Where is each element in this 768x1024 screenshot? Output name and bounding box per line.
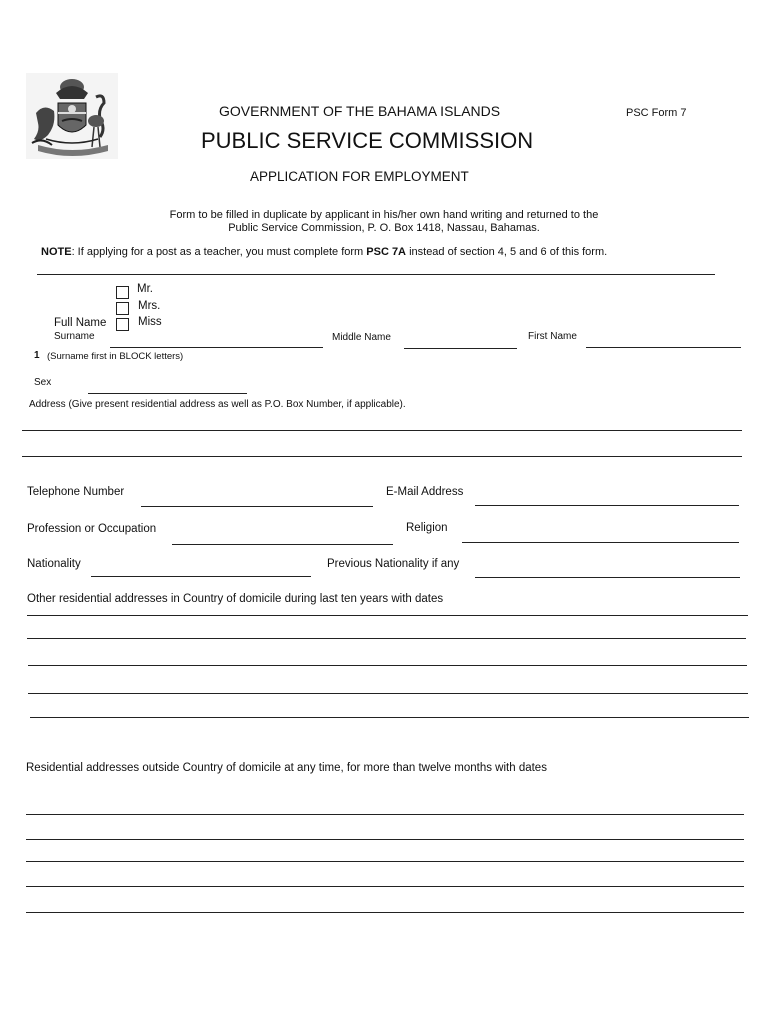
instructions-line-2: Public Service Commission, P. O. Box 1418, Nassau, Bahamas. xyxy=(228,222,540,234)
coat-of-arms-logo xyxy=(26,73,118,159)
nationality-field[interactable] xyxy=(91,576,311,577)
first-name-label: First Name xyxy=(528,331,577,342)
outside-address-line-4[interactable] xyxy=(26,886,744,887)
form-id: PSC Form 7 xyxy=(626,107,687,119)
government-heading: GOVERNMENT OF THE BAHAMA ISLANDS xyxy=(219,103,501,119)
surname-hint: (Surname first in BLOCK letters) xyxy=(47,351,184,362)
sex-field[interactable] xyxy=(88,393,247,394)
title-mr-checkbox[interactable] xyxy=(116,286,129,299)
sex-label: Sex xyxy=(34,377,52,388)
outside-address-line-1[interactable] xyxy=(26,814,744,815)
address-line-1[interactable] xyxy=(22,430,742,431)
form-title: APPLICATION FOR EMPLOYMENT xyxy=(250,169,469,184)
surname-field[interactable] xyxy=(110,347,323,348)
header-divider xyxy=(37,274,715,275)
title-mrs-label: Mrs. xyxy=(138,300,161,312)
instructions-line-1: Form to be filled in duplicate by applicant in his/her own hand writing and returned to the xyxy=(169,209,599,221)
address-line-2[interactable] xyxy=(22,456,742,457)
other-address-line-3[interactable] xyxy=(28,665,747,666)
note-form-ref: PSC 7A xyxy=(366,246,407,258)
profession-label: Profession or Occupation xyxy=(27,523,157,535)
note-text-after: instead of section 4, 5 and 6 of this form. xyxy=(406,246,608,258)
other-addresses-label: Other residential addresses in Country of domicile during last ten years with dates xyxy=(27,593,444,605)
other-address-line-5[interactable] xyxy=(30,717,749,718)
section-number: 1 xyxy=(34,350,40,361)
other-address-line-1[interactable] xyxy=(27,615,748,616)
outside-address-line-3[interactable] xyxy=(26,861,744,862)
outside-addresses-label: Residential addresses outside Country of domicile at any time, for more than twelve months with dates xyxy=(26,762,547,774)
title-miss-label: Miss xyxy=(138,316,162,328)
profession-field[interactable] xyxy=(172,544,393,545)
address-label: Address (Give present residential address as well as P.O. Box Number, if applicable). xyxy=(29,399,406,410)
email-field[interactable] xyxy=(475,505,739,506)
previous-nationality-label: Previous Nationality if any xyxy=(327,558,460,570)
previous-nationality-field[interactable] xyxy=(475,577,740,578)
telephone-label: Telephone Number xyxy=(27,486,125,498)
title-mr-label: Mr. xyxy=(137,283,153,295)
title-miss-checkbox[interactable] xyxy=(116,318,129,331)
surname-label: Surname xyxy=(54,331,95,342)
commission-title: PUBLIC SERVICE COMMISSION xyxy=(201,128,534,153)
religion-field[interactable] xyxy=(462,542,739,543)
other-address-line-4[interactable] xyxy=(28,693,748,694)
nationality-label: Nationality xyxy=(27,558,81,570)
middle-name-field[interactable] xyxy=(404,348,517,349)
telephone-field[interactable] xyxy=(141,506,373,507)
other-address-line-2[interactable] xyxy=(27,638,746,639)
email-label: E-Mail Address xyxy=(386,486,464,498)
note-text-before: : If applying for a post as a teacher, you must complete form xyxy=(71,246,367,258)
full-name-label: Full Name xyxy=(54,317,107,329)
outside-address-line-5[interactable] xyxy=(26,912,744,913)
outside-address-line-2[interactable] xyxy=(26,839,744,840)
note-line xyxy=(41,246,607,258)
first-name-field[interactable] xyxy=(586,347,741,348)
religion-label: Religion xyxy=(406,522,448,534)
title-mrs-checkbox[interactable] xyxy=(116,302,129,315)
middle-name-label: Middle Name xyxy=(332,332,391,343)
note-label: NOTE xyxy=(41,246,72,258)
